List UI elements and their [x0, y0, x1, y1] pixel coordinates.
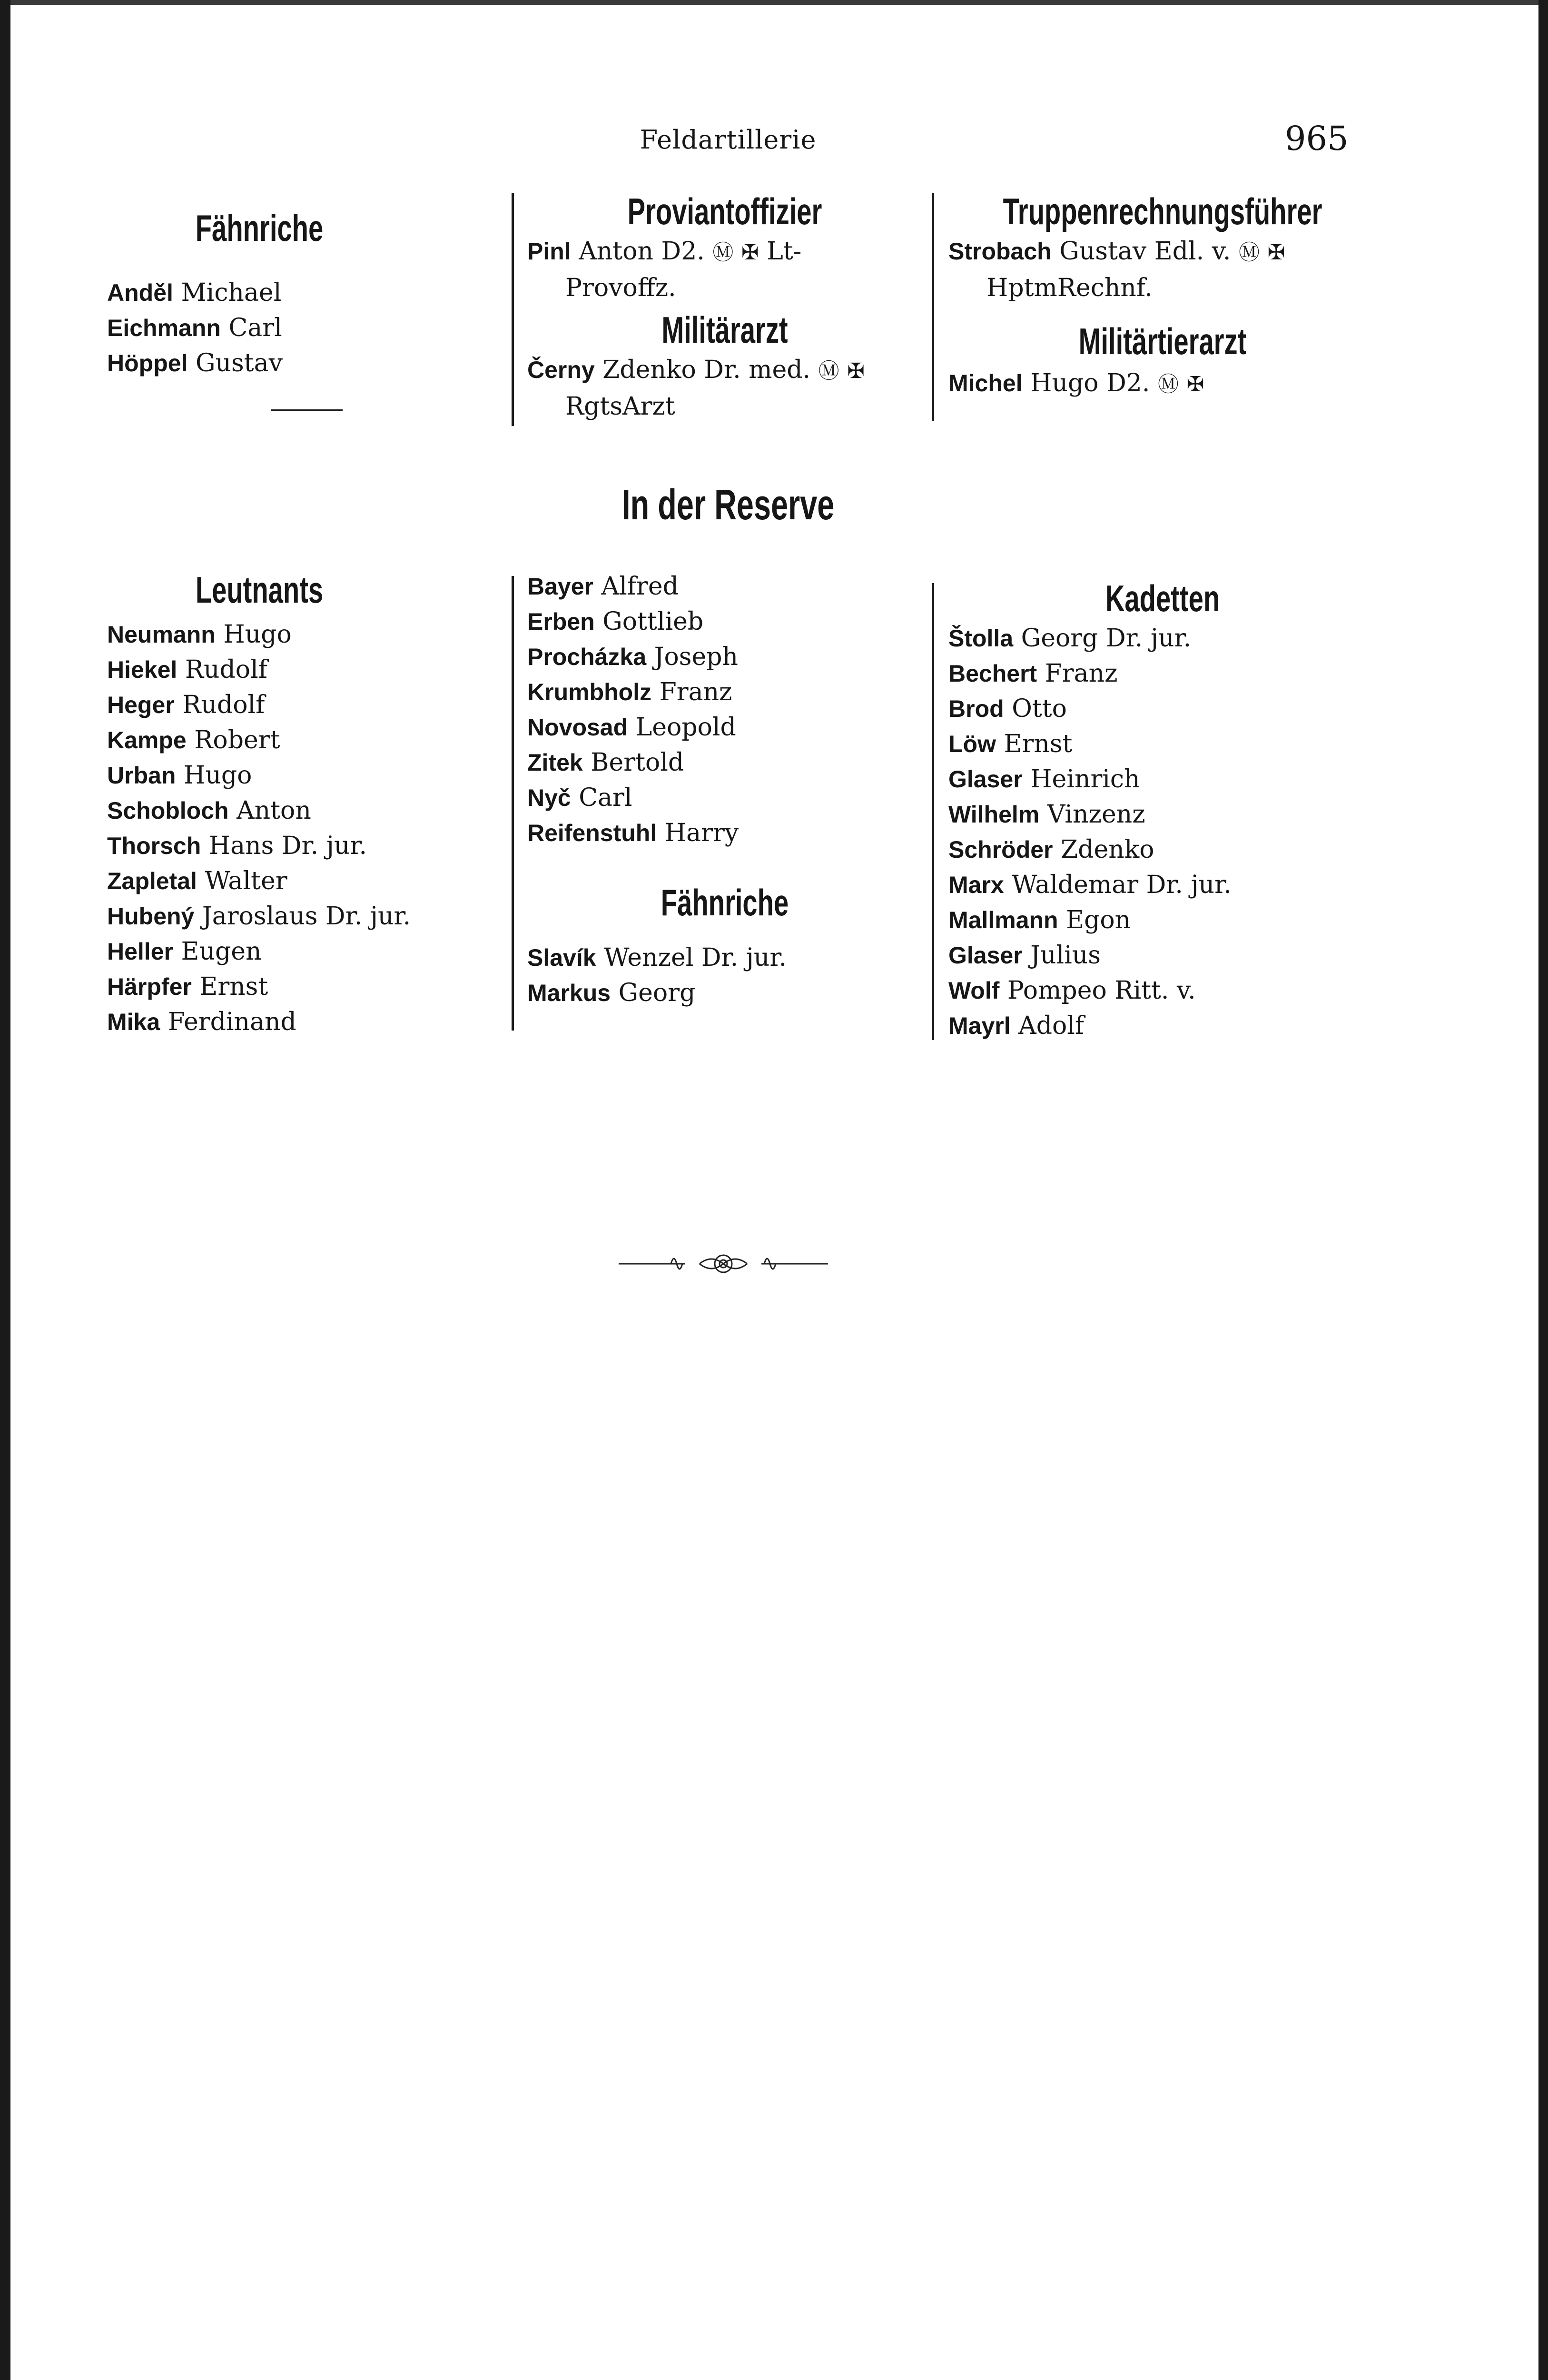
truppenrechnungsfuehrer-heading: Truppenrechnungsführer [1003, 190, 1322, 232]
list-item: Wolf Pompeo Ritt. v. [948, 976, 1196, 1005]
kadetten-section [948, 577, 1377, 1043]
list-item: Zapletal Walter [107, 867, 287, 895]
list-item: Reifenstuhl Harry [527, 819, 739, 847]
militaerarzt-heading: Militärarzt [661, 309, 788, 351]
list-item: Hiekel Rudolf [107, 655, 267, 684]
list-item: Mika Ferdinand [107, 1008, 296, 1036]
list-item: Glaser Julius [948, 941, 1101, 970]
proviantoffizier-section [527, 190, 922, 424]
list-item: Anděl Michael [107, 278, 282, 307]
list-item: Eichmann Carl [107, 314, 282, 342]
list-item: Hubený Jaroslaus Dr. jur. [107, 902, 411, 931]
reserve-middle-section [527, 569, 922, 1011]
list-item: Nyč Carl [527, 783, 632, 812]
military-merit-icon: Ⓜ [712, 240, 734, 265]
scan-border-top [0, 0, 1548, 5]
faehnriche-heading: Fähnriche [195, 207, 324, 249]
list-item: Höppel Gustav [107, 349, 283, 377]
running-head: Feldartillerie [640, 125, 817, 155]
list-item: Brod Otto [948, 694, 1067, 723]
list-item: Mallmann Egon [948, 906, 1131, 934]
column-rule [512, 193, 514, 426]
column-rule [932, 583, 934, 1040]
list-item: Novosad Leopold [527, 713, 736, 742]
cross-icon: ✠ [1267, 240, 1285, 265]
list-item: Michel Hugo D2. Ⓜ ✠ [948, 369, 1204, 397]
list-item: Mayrl Adolf [948, 1012, 1085, 1040]
leutnants-heading: Leutnants [195, 569, 324, 611]
page-number: 965 [1285, 119, 1349, 158]
scan-border-right [1538, 0, 1548, 2380]
list-item: Procházka Joseph [527, 643, 739, 671]
leutnants-section [107, 571, 412, 1040]
list-item: Erben Gottlieb [527, 607, 704, 636]
list-item: Wilhelm Vinzenz [948, 800, 1145, 829]
list-item: Neumann Hugo [107, 620, 292, 649]
cross-icon: ✠ [1186, 372, 1204, 397]
truppenrechnungsfuehrer-section [948, 190, 1377, 402]
list-item: Černy Zdenko Dr. med. Ⓜ ✠ [527, 356, 865, 384]
military-merit-icon: Ⓜ [1238, 240, 1260, 265]
list-item-continuation: RgtsArzt [565, 392, 675, 421]
list-item: Bechert Franz [948, 659, 1118, 688]
list-item: Härpfer Ernst [107, 972, 268, 1001]
list-item: Löw Ernst [948, 730, 1073, 758]
kadetten-heading: Kadetten [1105, 577, 1220, 619]
list-item: Kampe Robert [107, 726, 280, 754]
column-rule [932, 193, 934, 421]
military-merit-icon: Ⓜ [818, 359, 839, 383]
militaertierarzt-heading: Militärtierarzt [1078, 320, 1247, 362]
list-item: Krumbholz Franz [527, 678, 732, 706]
list-item: Urban Hugo [107, 761, 252, 790]
list-item: Zitek Bertold [527, 748, 684, 777]
military-merit-icon: Ⓜ [1157, 372, 1179, 397]
section-end-line [271, 409, 343, 411]
list-item: Bayer Alfred [527, 572, 679, 601]
list-item: Thorsch Hans Dr. jur. [107, 832, 367, 860]
list-item: Štolla Georg Dr. jur. [948, 624, 1192, 653]
cross-icon: ✠ [847, 359, 865, 383]
list-item: Schobloch Anton [107, 796, 311, 825]
ornament-divider-icon [619, 1250, 828, 1278]
list-item: Markus Georg [527, 979, 696, 1007]
list-item: Glaser Heinrich [948, 765, 1140, 793]
list-item: Heger Rudolf [107, 691, 265, 719]
cross-icon: ✠ [741, 240, 759, 265]
list-item: Pinl Anton D2. Ⓜ ✠ Lt- [527, 237, 802, 266]
list-item-continuation: HptmRechnf. [986, 274, 1153, 302]
list-item-continuation: Provoffz. [565, 274, 676, 302]
list-item: Marx Waldemar Dr. jur. [948, 871, 1232, 899]
list-item: Schröder Zdenko [948, 835, 1154, 864]
list-item: Slavík Wenzel Dr. jur. [527, 943, 787, 972]
column-rule [512, 576, 514, 1031]
reserve-title: In der Reserve [621, 481, 835, 529]
proviantoffizier-heading: Proviantoffizier [627, 190, 822, 232]
top-faehnriche-section [107, 209, 412, 381]
scan-border-left [0, 0, 10, 2380]
list-item: Strobach Gustav Edl. v. Ⓜ ✠ [948, 237, 1285, 266]
list-item: Heller Eugen [107, 937, 262, 966]
reserve-faehnriche-heading: Fähnriche [661, 882, 789, 923]
